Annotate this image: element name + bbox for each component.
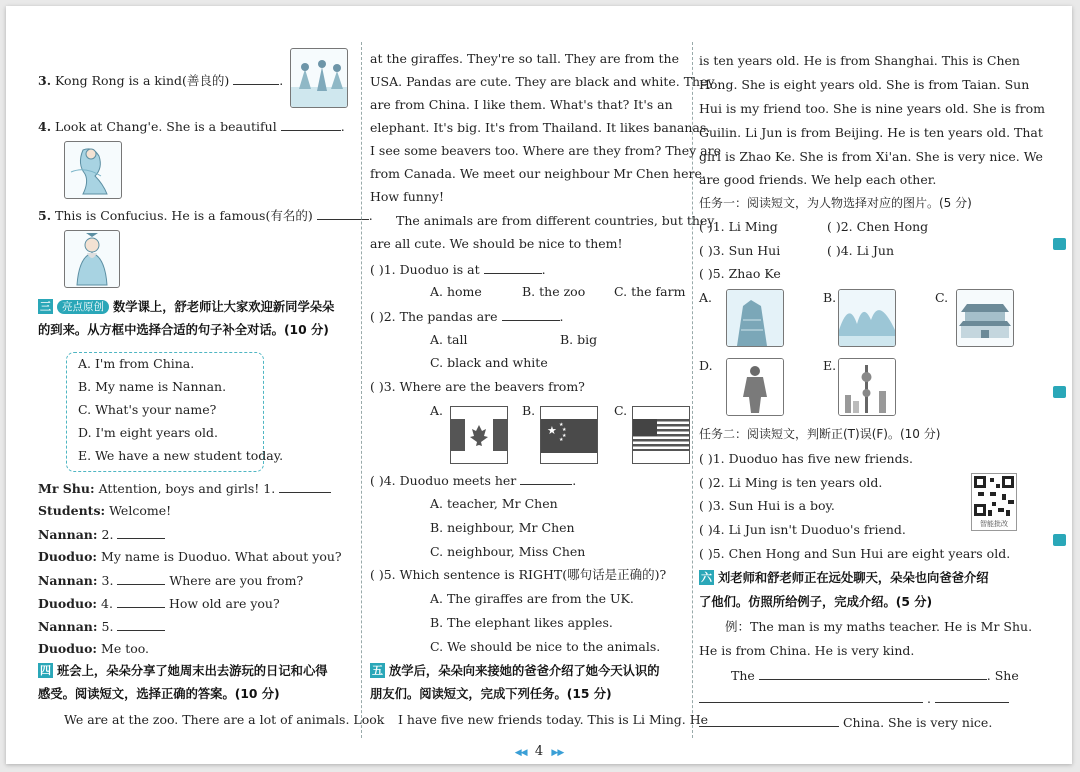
passage-line: I see some beavers too. Where are they from? They are [370,143,721,158]
answer-blank[interactable] [279,480,331,493]
answer-blank[interactable] [117,572,165,585]
pic-label-b: B. [823,290,837,305]
passage-line: Hui is my friend too. She is nine years old. She is from [699,101,1045,116]
dialog-line-7: Nannan: 5. [38,618,165,635]
task2-item-5[interactable]: ( )5. Chen Hong and Sun Hui are eight years old. [699,546,1011,561]
pic-label-a: A. [699,290,713,305]
task1-item-4[interactable]: ( )4. Li Jun [827,243,895,258]
c2-q5-option-c[interactable]: C. We should be nice to the animals. [430,639,661,654]
dialog-line-2: Students: Welcome! [38,503,172,518]
example-line-2: He is from China. He is very kind. [699,643,915,658]
column-1 [38,6,385,746]
svg-text:★: ★ [559,437,564,443]
c2-question-3: ( )3. Where are the beavers from? [370,379,585,394]
dialog-line-1: Mr Shu: Attention, boys and girls! 1. [38,480,331,497]
fill-line-2: . [699,690,1009,707]
fill-line-1: The . She [731,668,1019,683]
dialog-line-8: Duoduo: Me too. [38,641,150,656]
section-4-heading-line2: 感受。阅读短文，选择正确的答案。(10 分) [38,687,280,701]
page-number: 4 [534,744,544,759]
side-marker [1053,386,1066,398]
c2-question-1: ( )1. Duoduo is at . [370,262,546,277]
svg-text:★: ★ [562,433,567,439]
q3-line: 3. Kong Rong is a kind(善良的) . [38,73,284,88]
section-3-heading: 三 亮点原创 数学课上，舒老师让大家欢迎新同学朵朵 [40,300,335,314]
task1-item-2[interactable]: ( )2. Chen Hong [827,219,929,234]
flag-label-a: A. [430,403,444,418]
section-4-heading: 四 班会上，朵朵分享了她周末出去游玩的日记和心得 [40,664,328,678]
column-3 [699,6,1045,746]
china-flag-picture[interactable] [540,406,598,464]
change-picture [64,141,122,199]
passage-line: are good friends. We help each other. [699,172,937,187]
c2-q2-option-a[interactable]: A. tall [430,332,468,347]
section-3-heading-line2: 的到来。从方框中选择合适的句子补全对话。(10 分) [38,323,329,337]
answer-blank[interactable] [935,690,1009,703]
task1-item-1[interactable]: ( )1. Li Ming [699,219,778,234]
side-marker [1053,238,1066,250]
answer-blank[interactable] [281,118,341,131]
dialog-line-3: Nannan: 2. [38,526,165,543]
answer-blank[interactable] [699,690,923,703]
c2-q5-option-b[interactable]: B. The elephant likes apples. [430,615,613,630]
c2-q5-option-a[interactable]: A. The giraffes are from the UK. [430,591,634,606]
passage-line: How funny! [370,189,444,204]
c2-question-4: ( )4. Duoduo meets her . [370,473,577,488]
shanghai-picture[interactable] [726,289,784,347]
q5-line: 5. This is Confucius. He is a famous(有名的) . [38,208,373,223]
svg-text:★: ★ [547,424,557,437]
guilin-picture[interactable] [838,289,896,347]
section-6-heading: 六 刘老师和舒老师正在远处聊天，朵朵也向爸爸介绍 [701,571,989,585]
qr-code[interactable] [971,473,1017,531]
dialog-line-4: Duoduo: My name is Duoduo. What about you? [38,549,342,564]
q4-line: 4. Look at Chang'e. She is a beautiful . [38,119,345,134]
c2-question-5: ( )5. Which sentence is RIGHT(哪句话是正确的)? [370,567,667,582]
option-d: D. I'm eight years old. [78,425,218,440]
answer-blank[interactable] [484,261,542,274]
answer-blank[interactable] [117,595,165,608]
c2-q4-option-b[interactable]: B. neighbour, Mr Chen [430,520,575,535]
task1-item-3[interactable]: ( )3. Sun Hui [699,243,781,258]
taian-tower-picture[interactable] [838,358,896,416]
kong-rong-picture [290,48,348,108]
pic-label-e: E. [823,358,837,373]
column-2 [370,6,721,746]
original-badge: 亮点原创 [57,300,109,314]
passage-line: Guilin. Li Jun is from Beijing. He is ten years old. That [699,125,1043,140]
task-1-heading: 任务一：阅读短文，为人物选择对应的图片。(5 分) [699,196,972,210]
next-page-icon[interactable]: ▶▶ [551,748,564,758]
passage-line: are all cute. We should be nice to them! [370,236,623,251]
passage-line: are from China. I like them. What's that? It's an [370,97,673,112]
canada-flag-picture[interactable] [450,406,508,464]
pic-label-c: C. [935,290,949,305]
dialog-line-6: Duoduo: 4. How old are you? [38,596,280,611]
answer-blank[interactable] [233,72,279,85]
dialog-line-5: Nannan: 3. Where are you from? [38,573,304,588]
passage-start: We are at the zoo. There are a lot of animals. Look [64,712,385,727]
flag-label-b: B. [522,403,536,418]
c2-q2-option-c[interactable]: C. black and white [430,355,548,370]
confucius-picture [64,230,120,288]
pic-label-d: D. [699,358,713,373]
section-5-heading: 五 放学后，朵朵向来接她的爸爸介绍了她今天认识的 [372,664,660,678]
section-5-heading-line2: 朋友们。阅读短文，完成下列任务。(15 分) [370,687,612,701]
c2-q1-option-c[interactable]: C. the farm [614,284,686,299]
passage-line: Hong. She is eight years old. She is from Taian. Sun [699,77,1030,92]
beijing-picture[interactable] [956,289,1014,347]
c2-q2-option-b[interactable]: B. big [560,332,598,347]
svg-text:★: ★ [559,422,564,428]
flag-label-c: C. [614,403,628,418]
task2-item-3[interactable]: ( )3. Sun Hui is a boy. [699,498,835,513]
page-footer [6,744,1072,759]
qr-label: 智能批改 [980,520,1008,528]
task2-item-1[interactable]: ( )1. Duoduo has five new friends. [699,451,913,466]
option-e: E. We have a new student today. [78,448,284,463]
c2-q4-option-c[interactable]: C. neighbour, Miss Chen [430,544,586,559]
passage-line: is ten years old. He is from Shanghai. This is Chen [699,53,1020,68]
task1-item-5[interactable]: ( )5. Zhao Ke [699,266,781,281]
section-6-heading-line2: 了他们。仿照所给例子，完成介绍。(5 分) [699,595,933,609]
answer-blank[interactable] [502,308,560,321]
answer-blank[interactable] [520,472,572,485]
c2-q1-option-a[interactable]: A. home [430,284,482,299]
answer-blank[interactable] [699,714,839,727]
side-marker [1053,534,1066,546]
usa-flag-picture[interactable] [632,406,690,464]
svg-text:★: ★ [562,427,567,433]
passage-line: girl is Zhao Ke. She is from Xi'an. She is very nice. We [699,149,1043,164]
task2-item-4[interactable]: ( )4. Li Jun isn't Duoduo's friend. [699,522,906,537]
answer-blank[interactable] [759,667,987,680]
option-c: C. What's your name? [78,402,217,417]
passage-line: USA. Pandas are cute. They are black and white. They [370,74,715,89]
passage-start: I have five new friends today. This is Li Ming. He [398,712,709,727]
prev-page-icon[interactable]: ◀◀ [514,748,527,758]
option-a: A. I'm from China. [78,356,195,371]
c2-question-2: ( )2. The pandas are . [370,309,564,324]
worksheet-page [6,6,1072,764]
qr-code-icon [974,476,1018,520]
passage-line: from Canada. We meet our neighbour Mr Chen here. [370,166,706,181]
xian-warrior-picture[interactable] [726,358,784,416]
example-line-1: 例：The man is my maths teacher. He is Mr Shu. [725,619,1033,634]
passage-line: at the giraffes. They're so tall. They are from the [370,51,679,66]
task-2-heading: 任务二：阅读短文，判断正(T)误(F)。(10 分) [699,427,941,441]
passage-line: The animals are from different countries, but they [396,213,715,228]
column-divider [361,42,363,738]
option-b: B. My name is Nannan. [78,379,227,394]
answer-blank[interactable] [117,618,165,631]
passage-line: elephant. It's big. It's from Thailand. It likes bananas. [370,120,711,135]
c2-q4-option-a[interactable]: A. teacher, Mr Chen [430,496,558,511]
task2-item-2[interactable]: ( )2. Li Ming is ten years old. [699,475,883,490]
fill-line-3: China. She is very nice. [699,714,992,731]
answer-blank[interactable] [117,526,165,539]
c2-q1-option-b[interactable]: B. the zoo [522,284,586,299]
